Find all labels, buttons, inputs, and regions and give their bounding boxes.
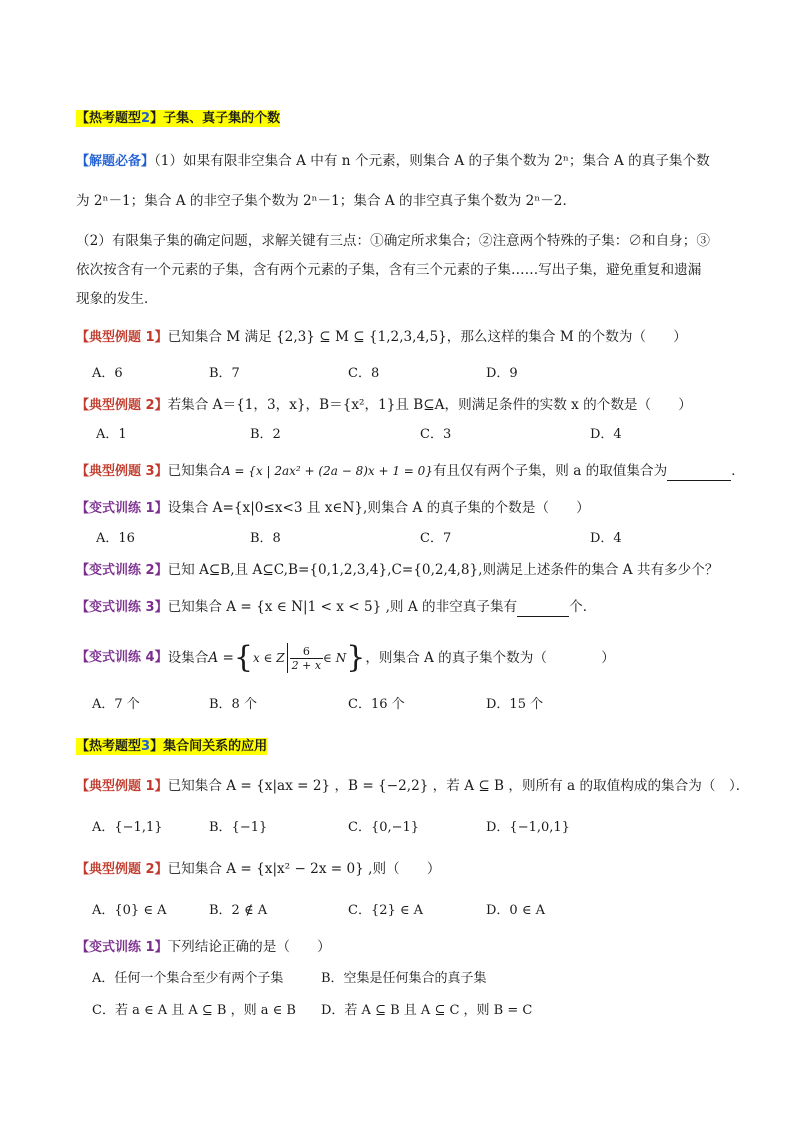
example-3-text-b: 有且仅有两个子集，则 a 的取值集合为 [432, 463, 668, 479]
s3-example-1-tag: 【典型例题 1】 [76, 779, 168, 794]
method-line-4: 依次按含有一个元素的子集，含有两个元素的子集，含有三个元素的子集……写出子集，避免重复和遗漏 [76, 262, 702, 278]
example-2-question [76, 396, 692, 415]
left-brace-icon: { [233, 640, 253, 675]
training-1-option-d[interactable]: D．4 [590, 531, 622, 546]
training-4-text-b: ，则集合 A 的真子集个数为（ ） [365, 650, 615, 666]
training-4-set-var: x ∈ Z [252, 651, 285, 665]
s3-training-1-text: 下列结论正确的是（ ） [167, 939, 331, 955]
s3-training-1-tag: 【变式训练 1】 [76, 940, 168, 955]
training-2-text: 已知 A⊆B,且 A⊆C,B={0,1,2,3,4},C={0,2,4,8},则满足上述条件的集合 A 共有多少个？ [167, 562, 719, 578]
example-2-tag: 【典型例题 2】 [76, 398, 168, 413]
method-line-2: 为 2ⁿ－1；集合 A 的非空子集个数为 2ⁿ－1；集合 A 的非空真子集个数为 2ⁿ－2． [76, 193, 577, 209]
example-3-text-a: 已知集合 [167, 463, 222, 479]
training-3-tag: 【变式训练 3】 [76, 600, 168, 615]
title-close: 】子集、真子集的个数 [150, 111, 281, 126]
s3-example-2-question [76, 860, 440, 879]
training-4-set-left: A = [208, 650, 234, 666]
training-4-fraction [290, 645, 323, 672]
fraction-numerator: 6 [290, 645, 323, 659]
training-4-option-d[interactable]: D．15 个 [486, 697, 544, 712]
right-brace-icon: } [346, 640, 366, 675]
example-1-option-c[interactable]: C．8 [348, 366, 380, 381]
section-title-2 [76, 107, 280, 126]
s3-training-1-option-d[interactable]: D．若 A ⊆ B 且 A ⊆ C ，则 B = C [321, 1003, 533, 1018]
example-3-end: ． [731, 463, 745, 479]
s3-training-1-question [76, 938, 331, 957]
training-4-option-b[interactable]: B．8 个 [209, 697, 257, 712]
method-line-1 [76, 152, 710, 171]
s3-example-1-option-d[interactable]: D．{−1,0,1} [486, 820, 570, 835]
example-2-text: 若集合 A＝{1，3，x}，B＝{x²，1}且 B⊆A，则满足条件的实数 x 的个数是（ ） [167, 397, 692, 413]
example-3-set: A = {x | 2ax² + (2a − 8)x + 1 = 0} [221, 464, 433, 478]
example-2-option-d[interactable]: D．4 [590, 427, 622, 442]
example-1-option-b[interactable]: B．7 [209, 366, 240, 381]
title-number: 2 [141, 111, 151, 126]
training-1-option-b[interactable]: B．8 [250, 531, 281, 546]
s3-example-1-option-b[interactable]: B．{−1} [209, 820, 268, 835]
title-open: 【热考题型 [76, 739, 142, 754]
section-title-highlight [76, 110, 280, 127]
s3-example-2-option-a[interactable]: A．{0} ∈ A [92, 903, 167, 918]
s3-training-1-option-a[interactable]: A．任何一个集合至少有两个子集 [92, 971, 284, 986]
s3-example-1-text: 已知集合 A = {x|ax = 2} ，B = {−2,2} ，若 A ⊆ B ，则所有 a 的取值构成的集合为（ ）． [167, 778, 750, 794]
s3-example-1-option-c[interactable]: C．{0,−1} [348, 820, 420, 835]
training-2-tag: 【变式训练 2】 [76, 563, 168, 578]
training-1-text: 设集合 A={x|0≤x<3 且 x∈N},则集合 A 的真子集的个数是（ ） [167, 500, 590, 516]
s3-example-2-text: 已知集合 A = {x|x² − 2x = 0} ,则（ ） [167, 861, 441, 877]
training-4-question [76, 640, 615, 676]
example-3-answer-blank[interactable] [667, 466, 731, 481]
method-line-5: 现象的发生． [76, 291, 158, 307]
s3-example-2-option-d[interactable]: D．0 ∈ A [486, 903, 545, 918]
method-line-3: （2）有限集子集的确定问题，求解关键有三点：①确定所求集合；②注意两个特殊的子集：∅和自身；③ [76, 233, 710, 249]
example-2-option-c[interactable]: C．3 [420, 427, 452, 442]
example-2-option-a[interactable]: A．1 [96, 427, 127, 442]
example-2-option-b[interactable]: B．2 [250, 427, 281, 442]
title-open: 【热考题型 [76, 111, 142, 126]
example-1-text: 已知集合 M 满足 {2,3} ⊆ M ⊆ {1,2,3,4,5}，那么这样的集合 M 的个数为（ ） [167, 329, 687, 345]
example-3-tag: 【典型例题 3】 [76, 464, 168, 479]
s3-training-1-option-b[interactable]: B．空集是任何集合的真子集 [321, 971, 487, 986]
section-title-highlight [76, 738, 267, 755]
example-1-tag: 【典型例题 1】 [76, 330, 168, 345]
s3-example-1-question [76, 777, 749, 796]
training-3-text-b: 个． [569, 599, 597, 615]
s3-example-2-tag: 【典型例题 2】 [76, 862, 168, 877]
section-title-3 [76, 735, 267, 754]
training-4-tag: 【变式训练 4】 [76, 650, 168, 665]
training-1-question [76, 499, 590, 518]
training-2-question [76, 561, 718, 580]
title-close: 】集合间关系的应用 [150, 739, 268, 754]
set-bar-divider [287, 643, 288, 673]
method-text-1: （1）如果有限非空集合 A 中有 n 个元素，则集合 A 的子集个数为 2ⁿ；集合 A 的真子集个数 [154, 153, 710, 169]
s3-example-1-option-a[interactable]: A．{−1,1} [92, 820, 163, 835]
training-3-question [76, 598, 596, 617]
fraction-denominator: 2 + x [291, 658, 322, 672]
example-1-option-a[interactable]: A．6 [92, 366, 123, 381]
training-4-set-tail: ∈ N [323, 651, 347, 665]
training-1-option-c[interactable]: C．7 [420, 531, 452, 546]
training-4-text-a: 设集合 [167, 650, 209, 666]
training-4-option-a[interactable]: A．7 个 [92, 697, 140, 712]
training-3-answer-blank[interactable] [517, 602, 569, 617]
example-3-question [76, 462, 745, 481]
example-1-option-d[interactable]: D．9 [486, 366, 518, 381]
s3-training-1-option-c[interactable]: C．若 a ∈ A 且 A ⊆ B ，则 a ∈ B [92, 1003, 296, 1018]
training-1-option-a[interactable]: A．16 [96, 531, 135, 546]
training-3-text-a: 已知集合 A = {x ∈ N|1 < x < 5} ,则 A 的非空真子集有 [167, 599, 518, 615]
example-1-question [76, 328, 687, 347]
title-number: 3 [141, 739, 151, 754]
s3-example-2-option-c[interactable]: C．{2} ∈ A [348, 903, 424, 918]
method-tag: 【解题必备】 [76, 154, 155, 169]
s3-example-2-option-b[interactable]: B．2 ∉ A [209, 903, 268, 918]
training-1-tag: 【变式训练 1】 [76, 501, 168, 516]
training-4-option-c[interactable]: C．16 个 [348, 697, 405, 712]
